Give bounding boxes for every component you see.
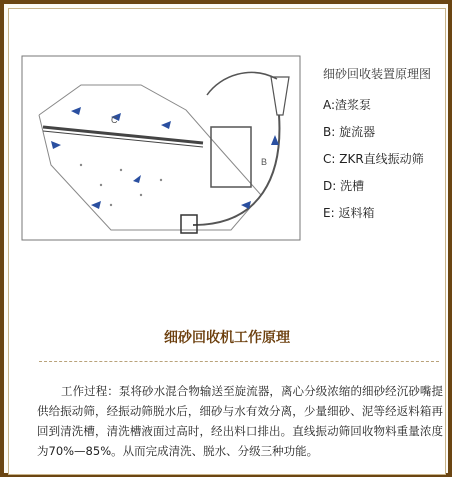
vibrating-screen	[43, 127, 203, 143]
schematic-diagram	[21, 55, 301, 241]
return-pipe	[207, 72, 277, 95]
legend	[323, 65, 452, 231]
flow-arrows	[51, 107, 279, 209]
legend-title: 细砂回收装置原理图	[323, 67, 432, 81]
return-box	[211, 127, 251, 187]
diagram-border	[22, 56, 300, 240]
legend-item-a: A:渣浆泵	[323, 98, 372, 112]
legend-item-b: B: 旋流器	[323, 125, 376, 139]
label-b: B	[261, 157, 268, 167]
legend-item-e: E: 返料箱	[323, 206, 375, 220]
caption-title: 细砂回收机工作原理	[164, 330, 290, 346]
legend-item-c: C: ZKR直线振动筛	[323, 152, 424, 166]
legend-item-d: D: 洗槽	[323, 179, 365, 193]
description-text: 工作过程：泵将砂水混合物输送至旋流器，离心分级浓缩的细砂经沉砂嘴提供给振动筛，经振动筛脱水后，细砂与水有效分离，少量细砂、泥等经返料箱再回到清洗槽，清洗槽液面过高时，经出料口排出。直线振动筛回收物料重量浓度为70%—85%。从而完成清洗、脱水、分级三种功能。	[37, 384, 443, 458]
divider	[39, 361, 439, 362]
washing-tank	[39, 85, 261, 230]
content-panel	[8, 8, 446, 475]
cyclone	[271, 77, 289, 115]
feed-pipe	[193, 115, 279, 225]
label-c: C	[111, 115, 118, 125]
